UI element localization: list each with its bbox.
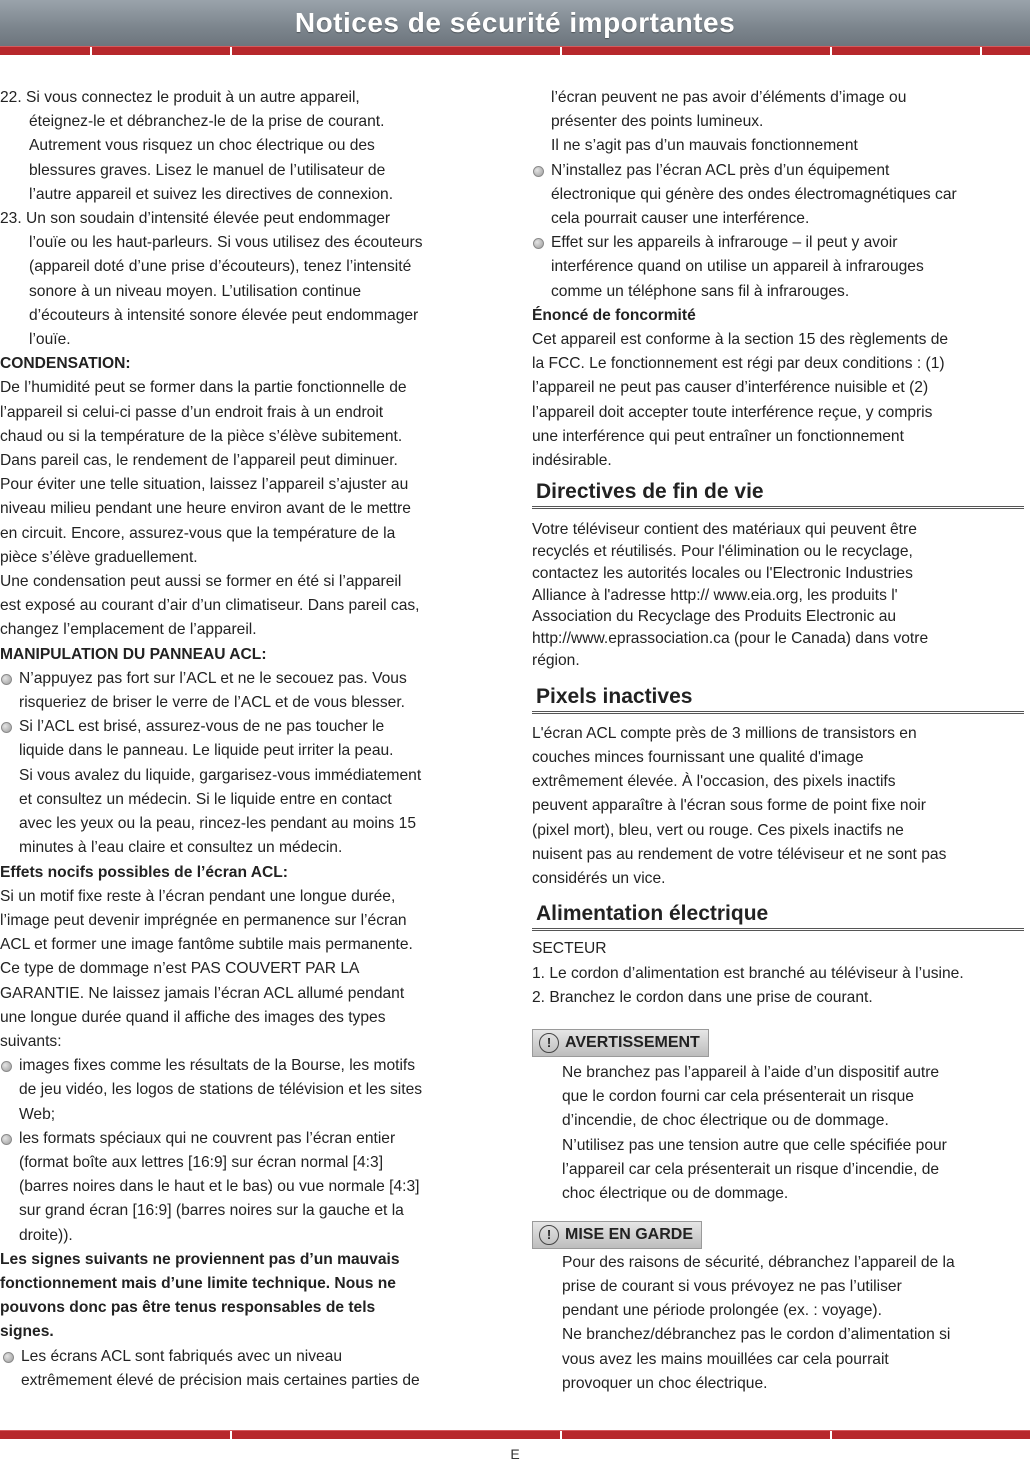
condensation-paragraph-2 xyxy=(0,570,490,643)
top-divider xyxy=(0,46,1030,55)
text-line: ACL et former une image fantôme subtile mais permanente. xyxy=(0,936,413,954)
mise-en-garde-block xyxy=(532,1221,1024,1397)
bullet-icon xyxy=(533,238,544,249)
text-line: minutes à l’eau claire et consultez un médecin. xyxy=(19,839,343,857)
text-line: vous avez les mains mouillées car cela pourrait xyxy=(562,1350,889,1368)
text-line: pièce s’élève graduellement. xyxy=(0,548,198,566)
text-line: l’ouïe ou les haut-parleurs. Si vous utilisez des écouteurs xyxy=(29,234,423,252)
text-line: N’appuyez pas fort sur l’ACL et ne le secouez pas. Vous xyxy=(19,669,407,687)
signes-bullet-1 xyxy=(0,1345,490,1393)
text-line: de jeu vidéo, les logos de stations de télévision et les sites xyxy=(19,1081,423,1099)
signes-heading xyxy=(0,1248,490,1345)
text-line: Ne branchez pas l’appareil à l’aide d’un dispositif autre xyxy=(562,1063,940,1081)
text-line: d’écouteurs à intensité sonore élevée peut endommager xyxy=(29,306,419,324)
bullet-icon xyxy=(1,674,12,685)
text-line: Ce type de dommage n’est PAS COUVERT PAR LA xyxy=(0,960,360,978)
manipulation-bullet-2 xyxy=(0,715,490,860)
text-line: liquide dans le panneau. Le liquide peut irriter la peau. xyxy=(19,742,394,760)
text-line: d’incendie, de choc électrique ou de dommage. xyxy=(562,1112,889,1130)
text-line: région. xyxy=(532,652,580,670)
text-line: électronique qui génère des ondes électromagnétiques car xyxy=(551,185,957,203)
text-line: prise de courant si vous prévoyez ne pas l’utiliser xyxy=(562,1277,902,1295)
text-line: 22. Si vous connectez le produit à un autre appareil, xyxy=(0,89,360,106)
text-line: Si l’ACL est brisé, assurez-vous de ne pas toucher le xyxy=(19,718,385,736)
text-line: Si vous avalez du liquide, gargarisez-vous immédiatement xyxy=(19,766,422,784)
text-line: Cet appareil est conforme à la section 15 des règlements de xyxy=(532,331,949,349)
text-line: (barres noires dans le haut et le bas) ou vue normale [4:3] xyxy=(19,1178,420,1196)
text-line: interférence quand on utilise un appareil à infrarouges xyxy=(551,258,924,276)
bullet-infrared xyxy=(532,231,1024,304)
text-line: signes. xyxy=(0,1323,54,1341)
manipulation-bullet-1 xyxy=(0,667,490,715)
section-title-fin-de-vie: Directives de fin de vie xyxy=(532,479,1024,509)
alimentation-paragraph xyxy=(532,937,1024,1011)
text-line: Effet sur les appareils à infrarouge – il peut y avoir xyxy=(551,234,898,252)
signes-continuation xyxy=(532,86,1024,159)
fcc-paragraph xyxy=(532,328,1024,473)
text-line: les formats spéciaux qui ne couvrent pas l’écran entier xyxy=(19,1129,396,1147)
bullet-electromagnetic xyxy=(532,159,1024,232)
section-title-pixels: Pixels inactives xyxy=(532,684,1024,714)
text-line: l’image peut devenir imprégnée en permanence sur l’écran xyxy=(0,911,407,929)
text-line: contactez les autorités locales ou l'Electronic Industries xyxy=(532,564,913,582)
text-line: (appareil doté d’une prise d’écouteurs), tenez l’intensité xyxy=(29,258,412,276)
text-line: comme un téléphone sans fil à infrarouges. xyxy=(551,282,850,300)
text-line: fonctionnement mais d’une limite technique. Nous ne xyxy=(0,1274,396,1292)
text-line: l’ouïe. xyxy=(29,331,71,349)
text-line: que le cordon fourni car cela présenterait un risque xyxy=(562,1088,914,1106)
text-line: SECTEUR xyxy=(532,940,607,958)
text-line: images fixes comme les résultats de la Bourse, les motifs xyxy=(19,1057,416,1075)
fin-de-vie-paragraph xyxy=(532,519,1024,672)
text-line: pendant une période prolongée (ex. : voyage). xyxy=(562,1302,882,1320)
mise-en-garde-badge xyxy=(532,1221,702,1249)
manipulation-heading: MANIPULATION DU PANNEAU ACL: xyxy=(0,645,267,663)
text-line: GARANTIE. Ne laissez jamais l’écran ACL allumé pendant xyxy=(0,984,405,1002)
fcc-heading: Énoncé de foncormité xyxy=(532,306,696,324)
text-line: l’appareil car cela présenterait un risque d’incendie, de xyxy=(562,1160,940,1178)
text-line: Association du Recyclage des Produits Electronic au xyxy=(532,608,897,626)
text-line: Les signes suivants ne proviennent pas d’un mauvais xyxy=(0,1250,400,1268)
bullet-icon xyxy=(1,1061,12,1072)
text-line: nuisent pas au rendement de votre téléviseur et ne sont pas xyxy=(532,845,947,863)
avertissement-label: AVERTISSEMENT xyxy=(565,1033,700,1051)
text-line: Alliance à l'adresse http:// www.eia.org, les produits l' xyxy=(532,586,898,604)
condensation-paragraph-1 xyxy=(0,376,490,570)
text-line: sonore à un niveau moyen. L’utilisation continue xyxy=(29,282,362,300)
text-line: Autrement vous risquez un choc électrique ou des xyxy=(29,137,375,155)
text-line: Ne branchez/débranchez pas le cordon d’alimentation si xyxy=(562,1326,951,1344)
text-line: une longue durée quand il affiche des images des types xyxy=(0,1008,386,1026)
text-line: extrêmement élevée. À l'occasion, des pixels inactifs xyxy=(532,773,896,791)
bullet-icon xyxy=(1,722,12,733)
text-line: droite)). xyxy=(19,1226,73,1244)
text-line: De l’humidité peut se former dans la partie fonctionnelle de xyxy=(0,379,407,397)
text-line: l’écran peuvent ne pas avoir d’éléments d’image ou xyxy=(551,89,907,106)
text-line: extrêmement élevé de précision mais certaines parties de xyxy=(21,1371,420,1389)
text-line: Pour éviter une telle situation, laissez l’appareil s’ajuster au xyxy=(0,476,409,494)
text-line: Il ne s’agit pas d’un mauvais fonctionnement xyxy=(551,137,858,155)
warning-icon: ! xyxy=(539,1033,559,1053)
text-line: risqueriez de briser le verre de l’ACL et de vous blesser. xyxy=(19,694,405,712)
bullet-icon xyxy=(1,1134,12,1145)
text-line: Dans pareil cas, le rendement de l’appareil peut diminuer. xyxy=(0,452,398,470)
text-line: niveau milieu pendant une heure environ avant de le mettre xyxy=(0,500,411,518)
text-line: l’appareil doit accepter toute interférence reçue, y compris xyxy=(532,403,933,421)
text-line: avec les yeux ou la peau, rincez-les pendant au moins 15 xyxy=(19,815,417,833)
text-line: blessures graves. Lisez le manuel de l’utilisateur de xyxy=(29,161,386,179)
item-23 xyxy=(0,207,490,352)
text-line: Votre téléviseur contient des matériaux qui peuvent être xyxy=(532,521,917,539)
text-line: couches minces fournissant une qualité d'image xyxy=(532,749,864,767)
text-line: Pour des raisons de sécurité, débranchez l’appareil de la xyxy=(562,1253,955,1271)
text-line: l’appareil si celui-ci passe d’un endroit frais à un endroit xyxy=(0,403,384,421)
text-line: pouvons donc pas être tenus responsables de tels xyxy=(0,1299,376,1317)
text-line: une interférence qui peut entraîner un fonctionnement xyxy=(532,427,904,445)
text-line: suivants: xyxy=(0,1032,62,1050)
condensation-heading: CONDENSATION: xyxy=(0,355,131,373)
text-line: peuvent apparaître à l'écran sous forme de point fixe noir xyxy=(532,797,926,815)
text-line: http://www.eprassociation.ca (pour le Canada) dans votre xyxy=(532,630,929,648)
right-column xyxy=(532,86,1024,1396)
effets-paragraph xyxy=(0,885,490,1054)
left-column xyxy=(0,86,490,1393)
text-line: indésirable. xyxy=(532,452,612,470)
section-title-alimentation: Alimentation électrique xyxy=(532,901,1024,931)
text-line: l’autre appareil et suivez les directives de connexion. xyxy=(29,185,394,203)
text-line: L'écran ACL compte près de 3 millions de transistors en xyxy=(532,724,917,742)
mise-en-garde-label: MISE EN GARDE xyxy=(565,1225,694,1243)
text-line: l’appareil ne peut pas causer d’interférence nuisible et (2) xyxy=(532,379,929,397)
mise-en-garde-text xyxy=(532,1251,1024,1397)
effets-heading: Effets nocifs possibles de l’écran ACL: xyxy=(0,863,288,881)
text-line: N’utilisez pas une tension autre que celle spécifiée pour xyxy=(562,1136,947,1154)
avertissement-text xyxy=(532,1061,1024,1207)
page-title: Notices de sécurité importantes xyxy=(294,7,736,38)
effets-bullet-2 xyxy=(0,1127,490,1248)
text-line: cela pourrait causer une interférence. xyxy=(551,210,810,228)
text-line: 1. Le cordon d’alimentation est branché au téléviseur à l’usine. xyxy=(532,964,964,982)
text-line: présenter des points lumineux. xyxy=(551,113,764,131)
text-line: Une condensation peut aussi se former en été si l’appareil xyxy=(0,573,402,591)
text-line: considérés un vice. xyxy=(532,870,666,888)
effets-bullet-1 xyxy=(0,1054,490,1127)
text-line: (pixel mort), bleu, vert ou rouge. Ces pixels inactifs ne xyxy=(532,821,904,839)
pixels-paragraph xyxy=(532,722,1024,891)
avertissement-block xyxy=(532,1029,1024,1207)
text-line: recyclés et réutilisés. Pour l'élimination ou le recyclage, xyxy=(532,543,913,561)
page-number: E xyxy=(510,1446,520,1462)
bullet-icon xyxy=(3,1352,14,1363)
avertissement-badge xyxy=(532,1029,709,1057)
bullet-icon xyxy=(533,166,544,177)
text-line: Web; xyxy=(19,1105,56,1123)
header-bar xyxy=(0,0,1030,46)
warning-icon: ! xyxy=(539,1225,559,1245)
text-line: choc électrique ou de dommage. xyxy=(562,1185,789,1203)
text-line: (format boîte aux lettres [16:9] sur écran normal [4:3] xyxy=(19,1153,384,1171)
text-line: 23. Un son soudain d’intensité élevée peut endommager xyxy=(0,210,391,228)
text-line: en circuit. Encore, assurez-vous que la température de la xyxy=(0,524,396,542)
text-line: la FCC. Le fonctionnement est régi par deux conditions : (1) xyxy=(532,355,945,373)
text-line: 2. Branchez le cordon dans une prise de courant. xyxy=(532,989,873,1007)
text-line: Les écrans ACL sont fabriqués avec un niveau xyxy=(21,1347,343,1365)
item-22 xyxy=(0,86,490,207)
text-line: N’installez pas l’écran ACL près d’un équipement xyxy=(551,161,890,179)
text-line: éteignez-le et débranchez-le de la prise de courant. xyxy=(29,113,385,131)
bottom-divider xyxy=(0,1430,1030,1439)
text-line: Si un motif fixe reste à l’écran pendant une longue durée, xyxy=(0,887,396,905)
text-line: et consultez un médecin. Si le liquide entre en contact xyxy=(19,790,392,808)
text-line: est exposé au courant d’air d’un climatiseur. Dans pareil cas, xyxy=(0,597,420,615)
text-line: sur grand écran [16:9] (barres noires sur la gauche et la xyxy=(19,1202,404,1220)
text-line: provoquer un choc électrique. xyxy=(562,1375,768,1393)
text-line: chaud ou si la température de la pièce s’élève subitement. xyxy=(0,427,403,445)
text-line: changez l’emplacement de l’appareil. xyxy=(0,621,257,639)
